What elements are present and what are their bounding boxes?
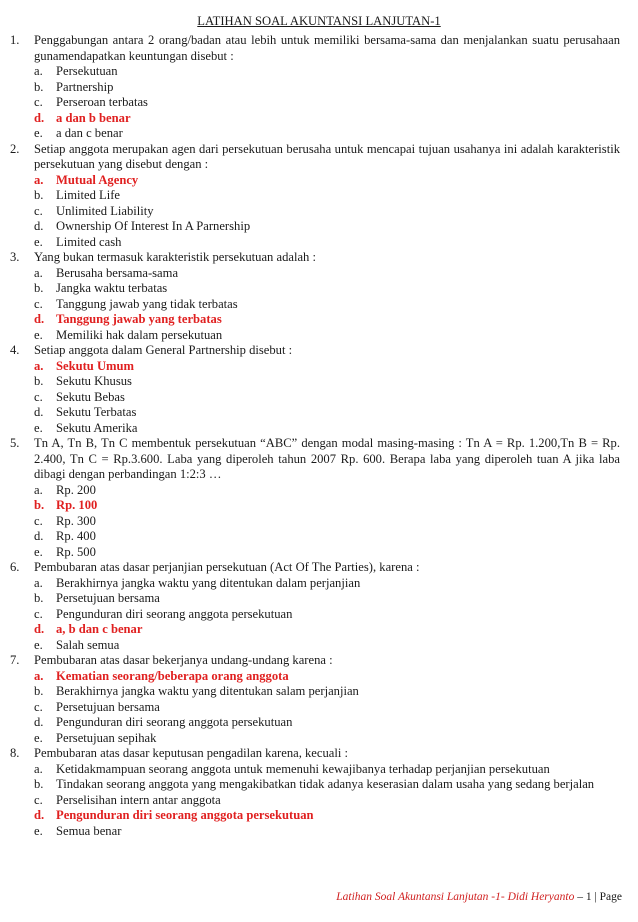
answer-option: [10, 297, 620, 313]
option-text: Rp. 200: [56, 482, 96, 497]
answer-option: [10, 64, 620, 80]
question-text: Setiap anggota merupakan agen dari persekutuan berusaha untuk mencapai tujuan usahanya ini adalah karakteristik persekutuan yang disebut dengan :: [34, 141, 620, 171]
option-text: Persetujuan sepihak: [56, 730, 157, 745]
option-letter: b.: [34, 591, 44, 605]
option-letter: c.: [34, 296, 43, 311]
question-item: [10, 746, 620, 839]
option-text: Tindakan seorang anggota yang mengakibatkan tidak adanya keserasian dalam usaha yang sedang berjalan: [56, 777, 595, 791]
question-number: 1.: [10, 33, 20, 47]
answer-option: [10, 390, 620, 406]
answer-option: [10, 204, 620, 220]
question-text: Pembubaran atas dasar bekerjanya undang-undang karena :: [34, 653, 333, 667]
option-letter: d.: [34, 622, 45, 636]
question-number: 7.: [10, 653, 20, 667]
option-letter: b.: [34, 684, 44, 698]
question-number: 4.: [10, 343, 20, 357]
answer-option: [10, 731, 620, 747]
option-letter: c.: [34, 792, 43, 807]
option-text: Sekutu Bebas: [56, 389, 125, 404]
answer-option: [10, 266, 620, 282]
option-letter: c.: [34, 513, 43, 528]
question-row: [10, 653, 620, 669]
answer-option: [10, 328, 620, 344]
option-text: a dan c benar: [56, 126, 123, 140]
option-letter: d.: [34, 405, 44, 419]
option-text: Ownership Of Interest In A Parnership: [56, 219, 251, 233]
answer-option-correct: [10, 669, 620, 685]
option-letter: e.: [34, 234, 43, 249]
question-number: 5.: [10, 436, 20, 450]
option-text: Persetujuan bersama: [56, 591, 160, 605]
answer-option: [10, 95, 620, 111]
option-text: Limited cash: [56, 234, 122, 249]
question-text: Pembubaran atas dasar keputusan pengadilan karena, kecuali :: [34, 746, 349, 760]
question-row: [10, 343, 620, 359]
option-text: Ketidakmampuan seorang anggota untuk memenuhi kewajibanya terhadap perjanjian persekutuan: [56, 761, 550, 776]
question-text: Penggabungan antara 2 orang/badan atau lebih untuk memiliki bersama-sama dan menjalankan suatu perusahaan gunamendapatkan keuntungan disebut :: [34, 33, 620, 63]
answer-option-correct: [10, 498, 620, 514]
option-text: Berakhirnya jangka waktu yang ditentukan salam perjanjian: [56, 684, 359, 698]
question-row: [10, 436, 620, 483]
question-text: Tn A, Tn B, Tn C membentuk persekutuan “ABC” dengan modal masing-masing : Tn A = Rp. 1.200,Tn B = Rp. 2.400, Tn C = Rp.3.600. Laba yang diperoleh tahun 2007 Rp. 600. Berapa laba yang diperoleh tuan A jika laba dibagi dengan perbandingan 1:2:3 …: [34, 436, 620, 481]
answer-option: [10, 514, 620, 530]
option-text: Semua benar: [56, 823, 122, 838]
question-text: Yang bukan termasuk karakteristik persekutuan adalah :: [34, 250, 316, 264]
option-text: Memiliki hak dalam persekutuan: [56, 327, 223, 342]
option-text: Unlimited Liability: [56, 203, 154, 218]
option-letter: c.: [34, 203, 43, 218]
answer-option: [10, 700, 620, 716]
option-letter: d.: [34, 529, 44, 543]
option-text: Sekutu Terbatas: [56, 405, 137, 419]
question-item: [10, 250, 620, 343]
option-letter: b.: [34, 79, 44, 94]
question-item: [10, 33, 620, 142]
option-text: Sekutu Umum: [56, 358, 135, 373]
answer-option: [10, 219, 620, 235]
question-row: [10, 250, 620, 266]
question-row: [10, 560, 620, 576]
answer-option-correct: [10, 622, 620, 638]
answer-option: [10, 188, 620, 204]
answer-option: [10, 405, 620, 421]
question-item: [10, 343, 620, 436]
option-letter: a.: [34, 358, 44, 373]
option-letter: e.: [34, 327, 43, 342]
option-text: Mutual Agency: [56, 172, 139, 187]
answer-option: [10, 777, 620, 793]
option-letter: a.: [34, 761, 43, 776]
option-text: Berakhirnya jangka waktu yang ditentukan dalam perjanjian: [56, 575, 361, 590]
option-letter: b.: [34, 188, 44, 202]
option-letter: b.: [34, 281, 44, 295]
option-text: Rp. 100: [56, 498, 98, 512]
option-text: Rp. 500: [56, 544, 96, 559]
page-footer: [0, 890, 622, 904]
question-row: [10, 33, 620, 64]
answer-option: [10, 545, 620, 561]
answer-option: [10, 80, 620, 96]
answer-option: [10, 607, 620, 623]
option-letter: e.: [34, 420, 43, 435]
option-letter: d.: [34, 715, 44, 729]
answer-option-correct: [10, 111, 620, 127]
option-text: Kematian seorang/beberapa orang anggota: [56, 668, 289, 683]
option-letter: c.: [34, 606, 43, 621]
footer-source: Latihan Soal Akuntansi Lanjutan -1- Didi Heryanto: [336, 891, 575, 903]
option-text: Pengunduran diri seorang anggota persekutuan: [56, 715, 293, 729]
question-number: 2.: [10, 141, 20, 156]
answer-option: [10, 591, 620, 607]
option-text: Sekutu Khusus: [56, 374, 132, 388]
answer-option: [10, 281, 620, 297]
option-letter: a.: [34, 482, 43, 497]
option-text: Tanggung jawab yang terbatas: [56, 312, 222, 326]
option-letter: a.: [34, 265, 43, 280]
answer-option-correct: [10, 173, 620, 189]
option-letter: a.: [34, 64, 43, 78]
answer-option-correct: [10, 359, 620, 375]
question-text: Pembubaran atas dasar perjanjian persekutuan (Act Of The Parties), karena :: [34, 560, 420, 574]
answer-option: [10, 684, 620, 700]
option-text: Berusaha bersama-sama: [56, 265, 179, 280]
answer-option-correct: [10, 808, 620, 824]
question-number: 8.: [10, 746, 20, 760]
option-letter: c.: [34, 699, 43, 714]
option-letter: a.: [34, 575, 43, 590]
option-letter: d.: [34, 219, 44, 233]
option-letter: e.: [34, 730, 43, 745]
question-item: [10, 436, 620, 560]
option-letter: b.: [34, 374, 44, 388]
question-item: [10, 142, 620, 251]
option-text: Pengunduran diri seorang anggota persekutuan: [56, 606, 293, 621]
option-letter: d.: [34, 808, 45, 822]
answer-option: [10, 824, 620, 840]
option-text: Perselisihan intern antar anggota: [56, 792, 221, 807]
option-letter: e.: [34, 637, 43, 652]
option-letter: d.: [34, 110, 45, 125]
question-row: [10, 142, 620, 173]
option-text: Salah semua: [56, 637, 120, 652]
answer-option: [10, 793, 620, 809]
option-letter: d.: [34, 312, 45, 326]
option-letter: a.: [34, 172, 44, 187]
option-letter: b.: [34, 498, 45, 512]
option-text: Sekutu Amerika: [56, 420, 138, 435]
question-item: [10, 653, 620, 746]
answer-option: [10, 374, 620, 390]
question-number: 6.: [10, 560, 20, 574]
option-letter: e.: [34, 126, 43, 140]
question-list: [10, 33, 620, 839]
question-row: [10, 746, 620, 762]
question-item: [10, 560, 620, 653]
answer-option-correct: [10, 312, 620, 328]
question-text: Setiap anggota dalam General Partnership disebut :: [34, 343, 293, 357]
option-text: Rp. 400: [56, 529, 96, 543]
answer-option: [10, 638, 620, 654]
answer-option: [10, 483, 620, 499]
option-text: a dan b benar: [56, 110, 131, 125]
answer-option: [10, 126, 620, 142]
answer-option: [10, 235, 620, 251]
answer-option: [10, 529, 620, 545]
option-letter: c.: [34, 389, 43, 404]
option-letter: e.: [34, 823, 43, 838]
page-title: LATIHAN SOAL AKUNTANSI LANJUTAN-1: [197, 14, 441, 28]
question-number: 3.: [10, 250, 20, 264]
option-text: Tanggung jawab yang tidak terbatas: [56, 296, 238, 311]
option-letter: b.: [34, 777, 44, 791]
option-text: a, b dan c benar: [56, 622, 143, 636]
option-text: Limited Life: [56, 188, 120, 202]
option-letter: a.: [34, 668, 44, 683]
answer-option: [10, 715, 620, 731]
answer-option: [10, 421, 620, 437]
option-text: Persekutuan: [56, 64, 118, 78]
option-letter: c.: [34, 95, 43, 109]
option-text: Partnership: [56, 79, 114, 94]
option-text: Persetujuan bersama: [56, 699, 160, 714]
option-letter: e.: [34, 544, 43, 559]
option-text: Perseroan terbatas: [56, 95, 148, 109]
option-text: Pengunduran diri seorang anggota persekutuan: [56, 808, 314, 822]
answer-option: [10, 576, 620, 592]
option-text: Jangka waktu terbatas: [56, 281, 168, 295]
footer-page-number: – 1 | Page: [577, 891, 622, 903]
answer-option: [10, 762, 620, 778]
option-text: Rp. 300: [56, 513, 96, 528]
